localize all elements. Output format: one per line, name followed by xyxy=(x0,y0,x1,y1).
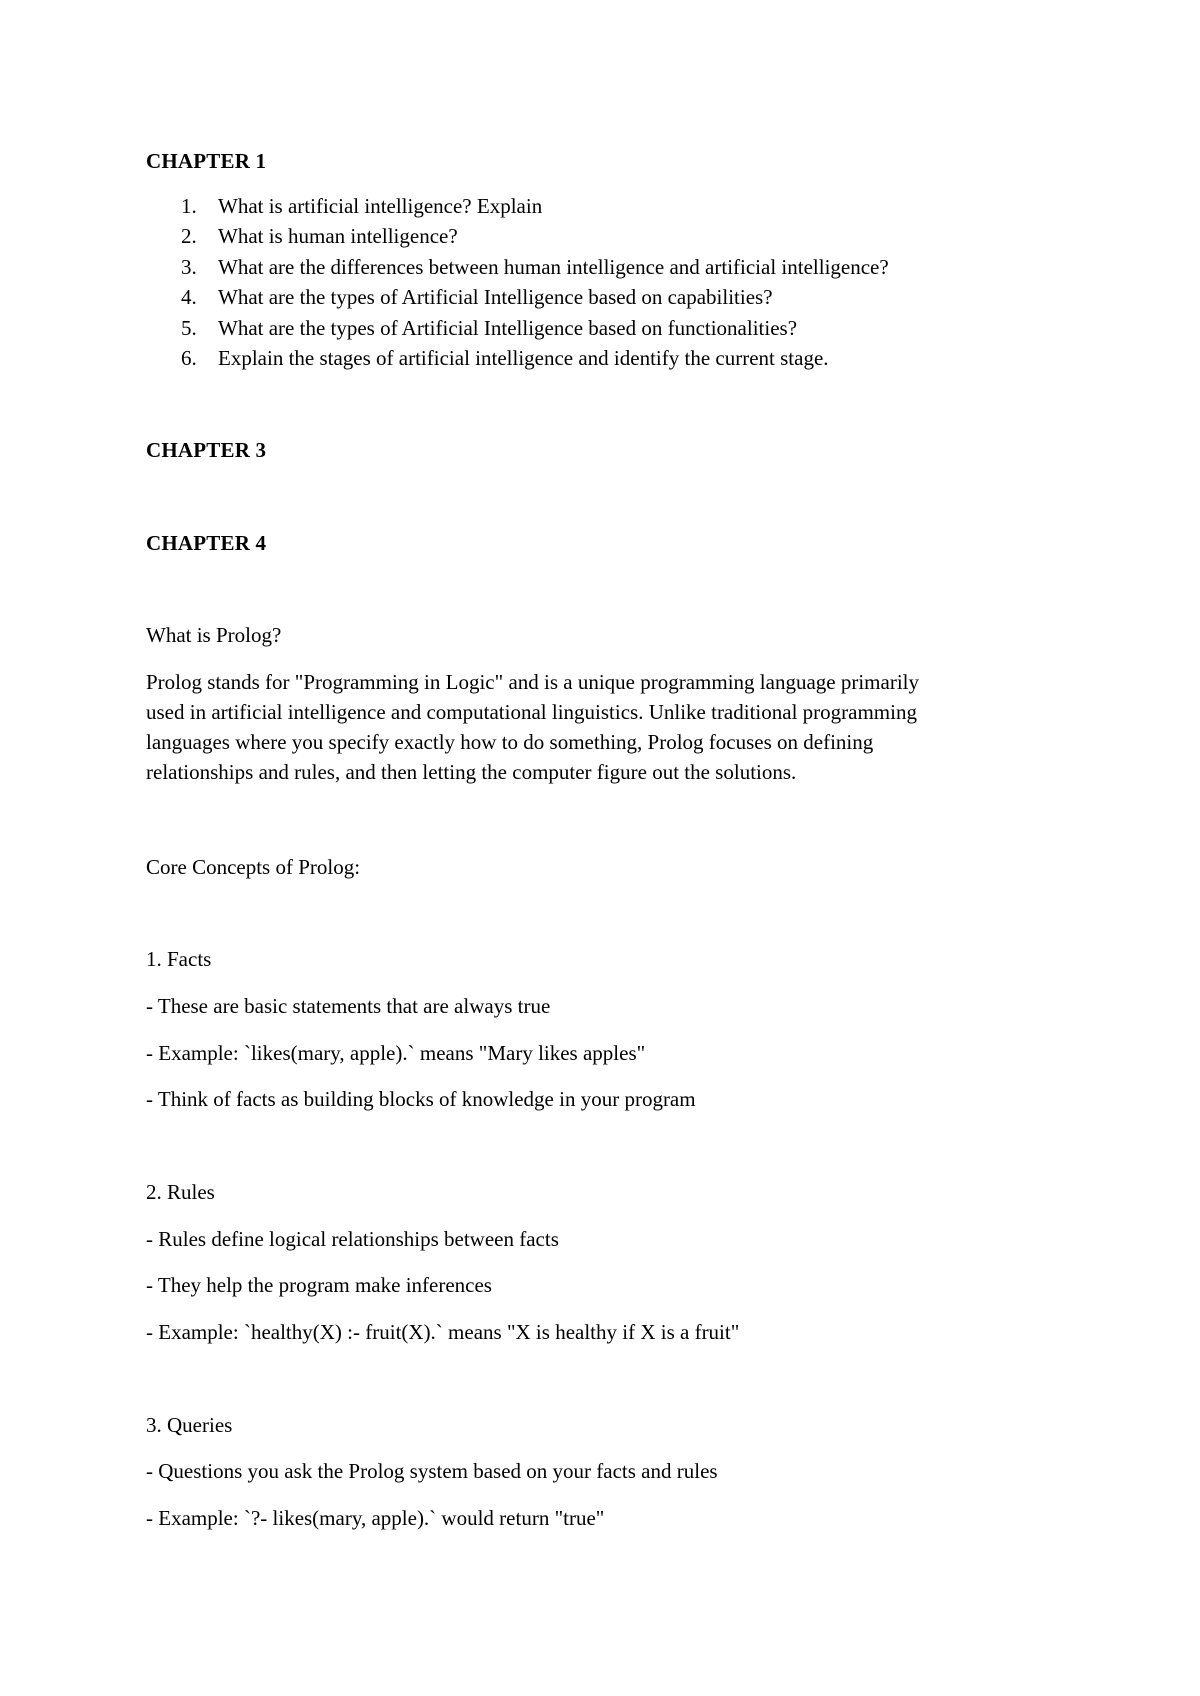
paragraph-line: languages where you specify exactly how to do something, Prolog focuses on defining xyxy=(146,730,874,754)
rules-point: - They help the program make inferences xyxy=(146,1273,492,1297)
prolog-question: What is Prolog? xyxy=(146,623,282,647)
list-number: 5. xyxy=(181,315,197,340)
chapter-1-question-list xyxy=(146,191,889,373)
question-text: What is human intelligence? xyxy=(218,224,458,249)
list-item xyxy=(146,282,889,312)
paragraph-line: relationships and rules, and then letting the computer figure out the solutions. xyxy=(146,760,797,784)
list-number: 3. xyxy=(181,254,197,279)
list-number: 6. xyxy=(181,345,197,370)
list-number: 4. xyxy=(181,285,197,310)
chapter-4-heading: CHAPTER 4 xyxy=(146,531,267,555)
core-concepts-heading: Core Concepts of Prolog: xyxy=(146,855,361,879)
facts-point: - Example: `likes(mary, apple).` means "Mary likes apples" xyxy=(146,1041,646,1065)
question-text: Explain the stages of artificial intelligence and identify the current stage. xyxy=(218,345,829,370)
list-number: 2. xyxy=(181,224,197,249)
list-number: 1. xyxy=(181,194,197,218)
facts-title: 1. Facts xyxy=(146,947,212,971)
paragraph-line: used in artificial intelligence and computational linguistics. Unlike traditional programming xyxy=(146,700,917,724)
list-item xyxy=(146,191,889,221)
prolog-intro-paragraph xyxy=(146,667,1046,787)
list-item xyxy=(146,252,889,282)
facts-point: - Think of facts as building blocks of knowledge in your program xyxy=(146,1087,696,1111)
rules-point: - Example: `healthy(X) :- fruit(X).` means "X is healthy if X is a fruit" xyxy=(146,1320,740,1344)
queries-point: - Questions you ask the Prolog system based on your facts and rules xyxy=(146,1459,718,1483)
list-item xyxy=(146,221,889,251)
queries-point: - Example: `?- likes(mary, apple).` would return "true" xyxy=(146,1506,605,1530)
list-item xyxy=(146,313,889,343)
rules-point: - Rules define logical relationships between facts xyxy=(146,1227,559,1251)
question-text: What are the types of Artificial Intelligence based on functionalities? xyxy=(218,315,798,340)
list-item xyxy=(146,343,889,373)
paragraph-line: Prolog stands for "Programming in Logic" and is a unique programming language primarily xyxy=(146,670,920,694)
question-text: What are the differences between human intelligence and artificial intelligence? xyxy=(218,254,889,279)
rules-title: 2. Rules xyxy=(146,1180,215,1204)
chapter-3-heading: CHAPTER 3 xyxy=(146,438,267,462)
chapter-1-heading: CHAPTER 1 xyxy=(146,149,267,173)
facts-point: - These are basic statements that are always true xyxy=(146,994,551,1018)
question-text: What is artificial intelligence? Explain xyxy=(218,194,543,218)
queries-title: 3. Queries xyxy=(146,1413,233,1437)
question-text: What are the types of Artificial Intelligence based on capabilities? xyxy=(218,285,773,310)
